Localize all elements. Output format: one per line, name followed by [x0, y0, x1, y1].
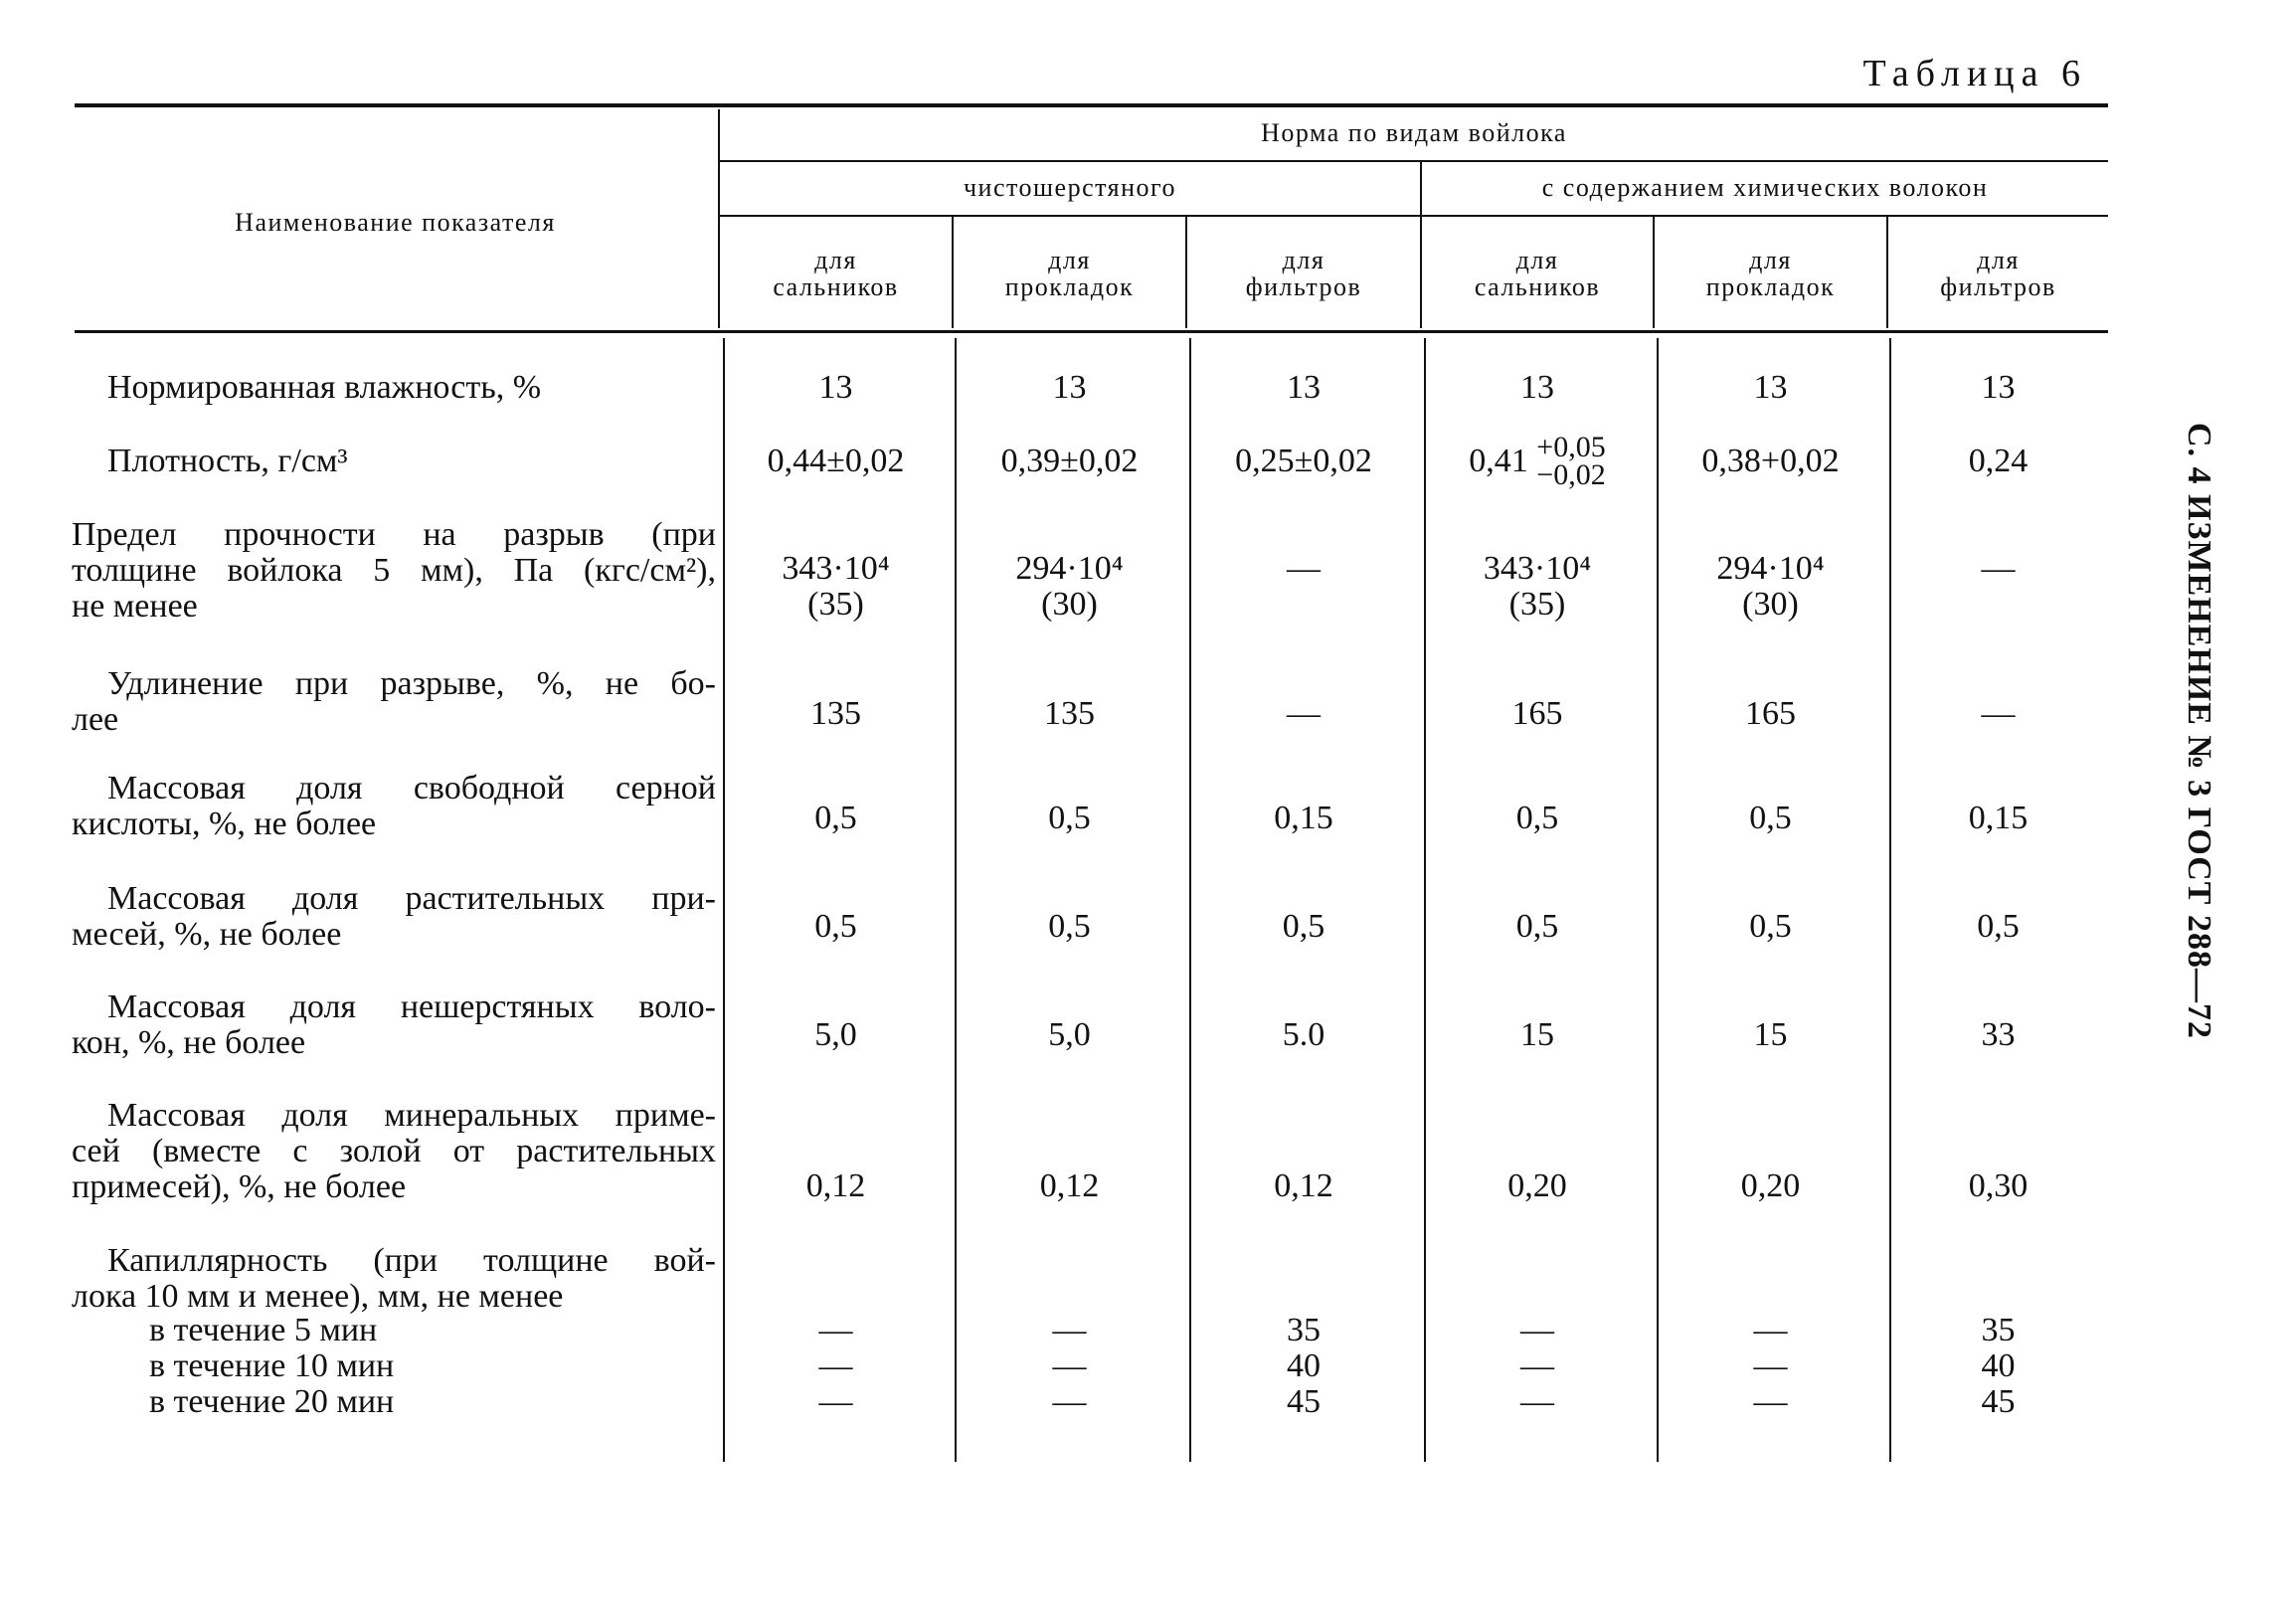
row-label-4	[72, 771, 716, 842]
value-cell: 35	[1287, 1312, 1321, 1348]
row-label-line: Нормированная влажность, %	[107, 369, 542, 406]
value-cell: —	[1052, 1383, 1087, 1420]
value-cell: 40	[1287, 1347, 1321, 1384]
row-label-line: Массовая доля растительных при-	[107, 880, 716, 917]
header-norm-title: Норма по видам войлока	[1261, 118, 1567, 147]
row-label-line: Массовая доля свободной серной	[107, 770, 716, 806]
row-label-line: в течение 10 мин	[149, 1347, 395, 1384]
value-cell: 0,12	[805, 1167, 866, 1204]
value-cell: 0,5	[1749, 800, 1792, 836]
row-label-line: не менее	[72, 588, 198, 625]
value-cell: 13	[1520, 369, 1554, 406]
body-col-sep-5	[1889, 338, 1891, 1462]
header-rule-2	[718, 215, 2108, 217]
value-cell: 13	[1981, 369, 2016, 406]
value-cell: 135	[1044, 695, 1095, 732]
row-label-1	[72, 444, 716, 479]
value-cell: 0,44±0,02	[767, 443, 905, 479]
subheader-3: для сальников	[1474, 246, 1601, 301]
header-rule-1	[718, 160, 2108, 162]
row-label-line: кислоты, %, не более	[72, 806, 377, 842]
row-label-6	[72, 989, 716, 1061]
table-title: Таблица 6	[1862, 53, 2087, 94]
row-label-line: сей (вместе с золой от растительных	[72, 1133, 716, 1169]
value-cell: 135	[810, 695, 861, 732]
value-cell: 45	[1981, 1383, 2016, 1420]
body-col-sep-0	[723, 338, 725, 1462]
row-label-line: в течение 5 мин	[149, 1312, 378, 1348]
value-cell: —	[818, 1383, 853, 1420]
row-label-line: Предел прочности на разрыв (при	[72, 516, 716, 553]
row-label-line: Массовая доля минеральных приме-	[107, 1097, 716, 1134]
subheader-2: для фильтров	[1245, 246, 1362, 301]
value-cell: 294·10⁴ (30)	[1015, 550, 1124, 623]
row-label-line: месей, %, не более	[72, 916, 342, 953]
value-cell: —	[818, 1312, 853, 1348]
value-cell: 15	[1753, 1016, 1788, 1053]
value-cell: 0,38+0,02	[1701, 443, 1840, 479]
value-cell: 45	[1287, 1383, 1321, 1420]
row-label-line: Капиллярность (при толщине вой-	[107, 1242, 716, 1279]
value-cell: 0,5	[1515, 908, 1559, 945]
header-group-chem: с содержанием химических волокон	[1541, 173, 1989, 202]
table-top-rule	[75, 103, 2108, 107]
value-cell: 165	[1511, 695, 1563, 732]
value-cell: 33	[1981, 1016, 2016, 1053]
row-label-11	[72, 1384, 716, 1420]
value-cell: 0,5	[1048, 908, 1091, 945]
row-label-line: Удлинение при разрыве, %, не бо-	[107, 665, 716, 702]
value-cell: 165	[1745, 695, 1796, 732]
value-cell: —	[1753, 1312, 1788, 1348]
value-cell: 343·10⁴ (35)	[1483, 550, 1592, 623]
row-label-7	[72, 1098, 716, 1205]
row-label-line: лее	[72, 701, 119, 738]
value-cell: 0,20	[1507, 1167, 1567, 1204]
value-cell: 35	[1981, 1312, 2016, 1348]
value-cell: 0,12	[1274, 1167, 1333, 1204]
subheader-5: для фильтров	[1940, 246, 2056, 301]
header-group-wool: чистошерстяного	[963, 173, 1177, 202]
value-cell: 0,12	[1039, 1167, 1100, 1204]
body-col-sep-2	[1189, 338, 1191, 1462]
value-cell: 0,5	[814, 800, 857, 836]
value-cell: —	[1052, 1312, 1087, 1348]
value-cell: 5.0	[1282, 1016, 1325, 1053]
body-col-sep-1	[955, 338, 957, 1462]
value-cell: 13	[1287, 369, 1321, 406]
subheader-1: для прокладок	[1004, 246, 1135, 301]
value-cell: 0,5	[1749, 908, 1792, 945]
body-col-sep-4	[1657, 338, 1659, 1462]
value-cell: 0,30	[1968, 1167, 2029, 1204]
value-cell: 0,5	[1977, 908, 2020, 945]
value-cell: 0,5	[1282, 908, 1325, 945]
value-cell: 13	[1052, 369, 1087, 406]
value-cell: —	[1981, 695, 2016, 732]
value-cell: 0,15	[1274, 800, 1333, 836]
value-cell: 0,20	[1740, 1167, 1801, 1204]
row-label-line: кон, %, не более	[72, 1024, 306, 1061]
row-label-5	[72, 881, 716, 953]
value-cell: —	[1287, 550, 1321, 587]
row-label-8	[72, 1243, 716, 1315]
row-label-line: Массовая доля нешерстяных воло-	[107, 988, 716, 1025]
row-label-3	[72, 666, 716, 738]
value-cell: —	[1520, 1383, 1554, 1420]
subheader-0: для сальников	[773, 246, 899, 301]
row-label-0	[72, 370, 716, 406]
value-cell: —	[1287, 695, 1321, 732]
value-cell: 40	[1981, 1347, 2016, 1384]
value-cell: —	[1753, 1347, 1788, 1384]
value-cell: 0,5	[1048, 800, 1091, 836]
side-page-note	[2178, 423, 2217, 1079]
side-page-note-text: С. 4 ИЗМЕНЕНИЕ № 3 ГОСТ 288—72	[2181, 423, 2217, 1039]
value-cell: 5,0	[814, 1016, 857, 1053]
value-cell: 0,5	[1515, 800, 1559, 836]
value-cell: 0,41 +0,05 −0,02	[1469, 431, 1606, 491]
value-cell: —	[1052, 1347, 1087, 1384]
value-cell: 294·10⁴ (30)	[1716, 550, 1825, 623]
value-cell: 0,39±0,02	[1000, 443, 1139, 479]
row-label-line: примесей), %, не более	[72, 1168, 407, 1205]
row-label-line: толщине войлока 5 мм), Па (кгс/см²),	[72, 552, 716, 589]
value-cell: 343·10⁴ (35)	[782, 550, 890, 623]
row-label-2	[72, 517, 716, 625]
value-cell: 0,25±0,02	[1235, 443, 1372, 479]
row-label-line: Плотность, г/см³	[107, 443, 348, 479]
subheader-4: для прокладок	[1705, 246, 1836, 301]
header-bottom-rule	[75, 330, 2108, 333]
value-cell: 13	[1753, 369, 1788, 406]
row-label-line: в течение 20 мин	[149, 1383, 395, 1420]
value-cell: 0,5	[814, 908, 857, 945]
value-cell: —	[1753, 1383, 1788, 1420]
value-cell: 13	[818, 369, 853, 406]
value-cell: 0,24	[1968, 443, 2029, 479]
row-label-10	[72, 1348, 716, 1384]
row-label-line: лока 10 мм и менее), мм, не менее	[72, 1278, 564, 1315]
value-cell: —	[1981, 550, 2016, 587]
value-cell: 0,15	[1968, 800, 2029, 836]
value-cell: 5,0	[1048, 1016, 1091, 1053]
value-cell: —	[818, 1347, 853, 1384]
value-cell: —	[1520, 1312, 1554, 1348]
value-cell: 15	[1520, 1016, 1554, 1053]
header-indicator-name: Наименование показателя	[235, 208, 556, 237]
body-col-sep-3	[1424, 338, 1426, 1462]
value-cell: —	[1520, 1347, 1554, 1384]
row-label-9	[72, 1313, 716, 1348]
